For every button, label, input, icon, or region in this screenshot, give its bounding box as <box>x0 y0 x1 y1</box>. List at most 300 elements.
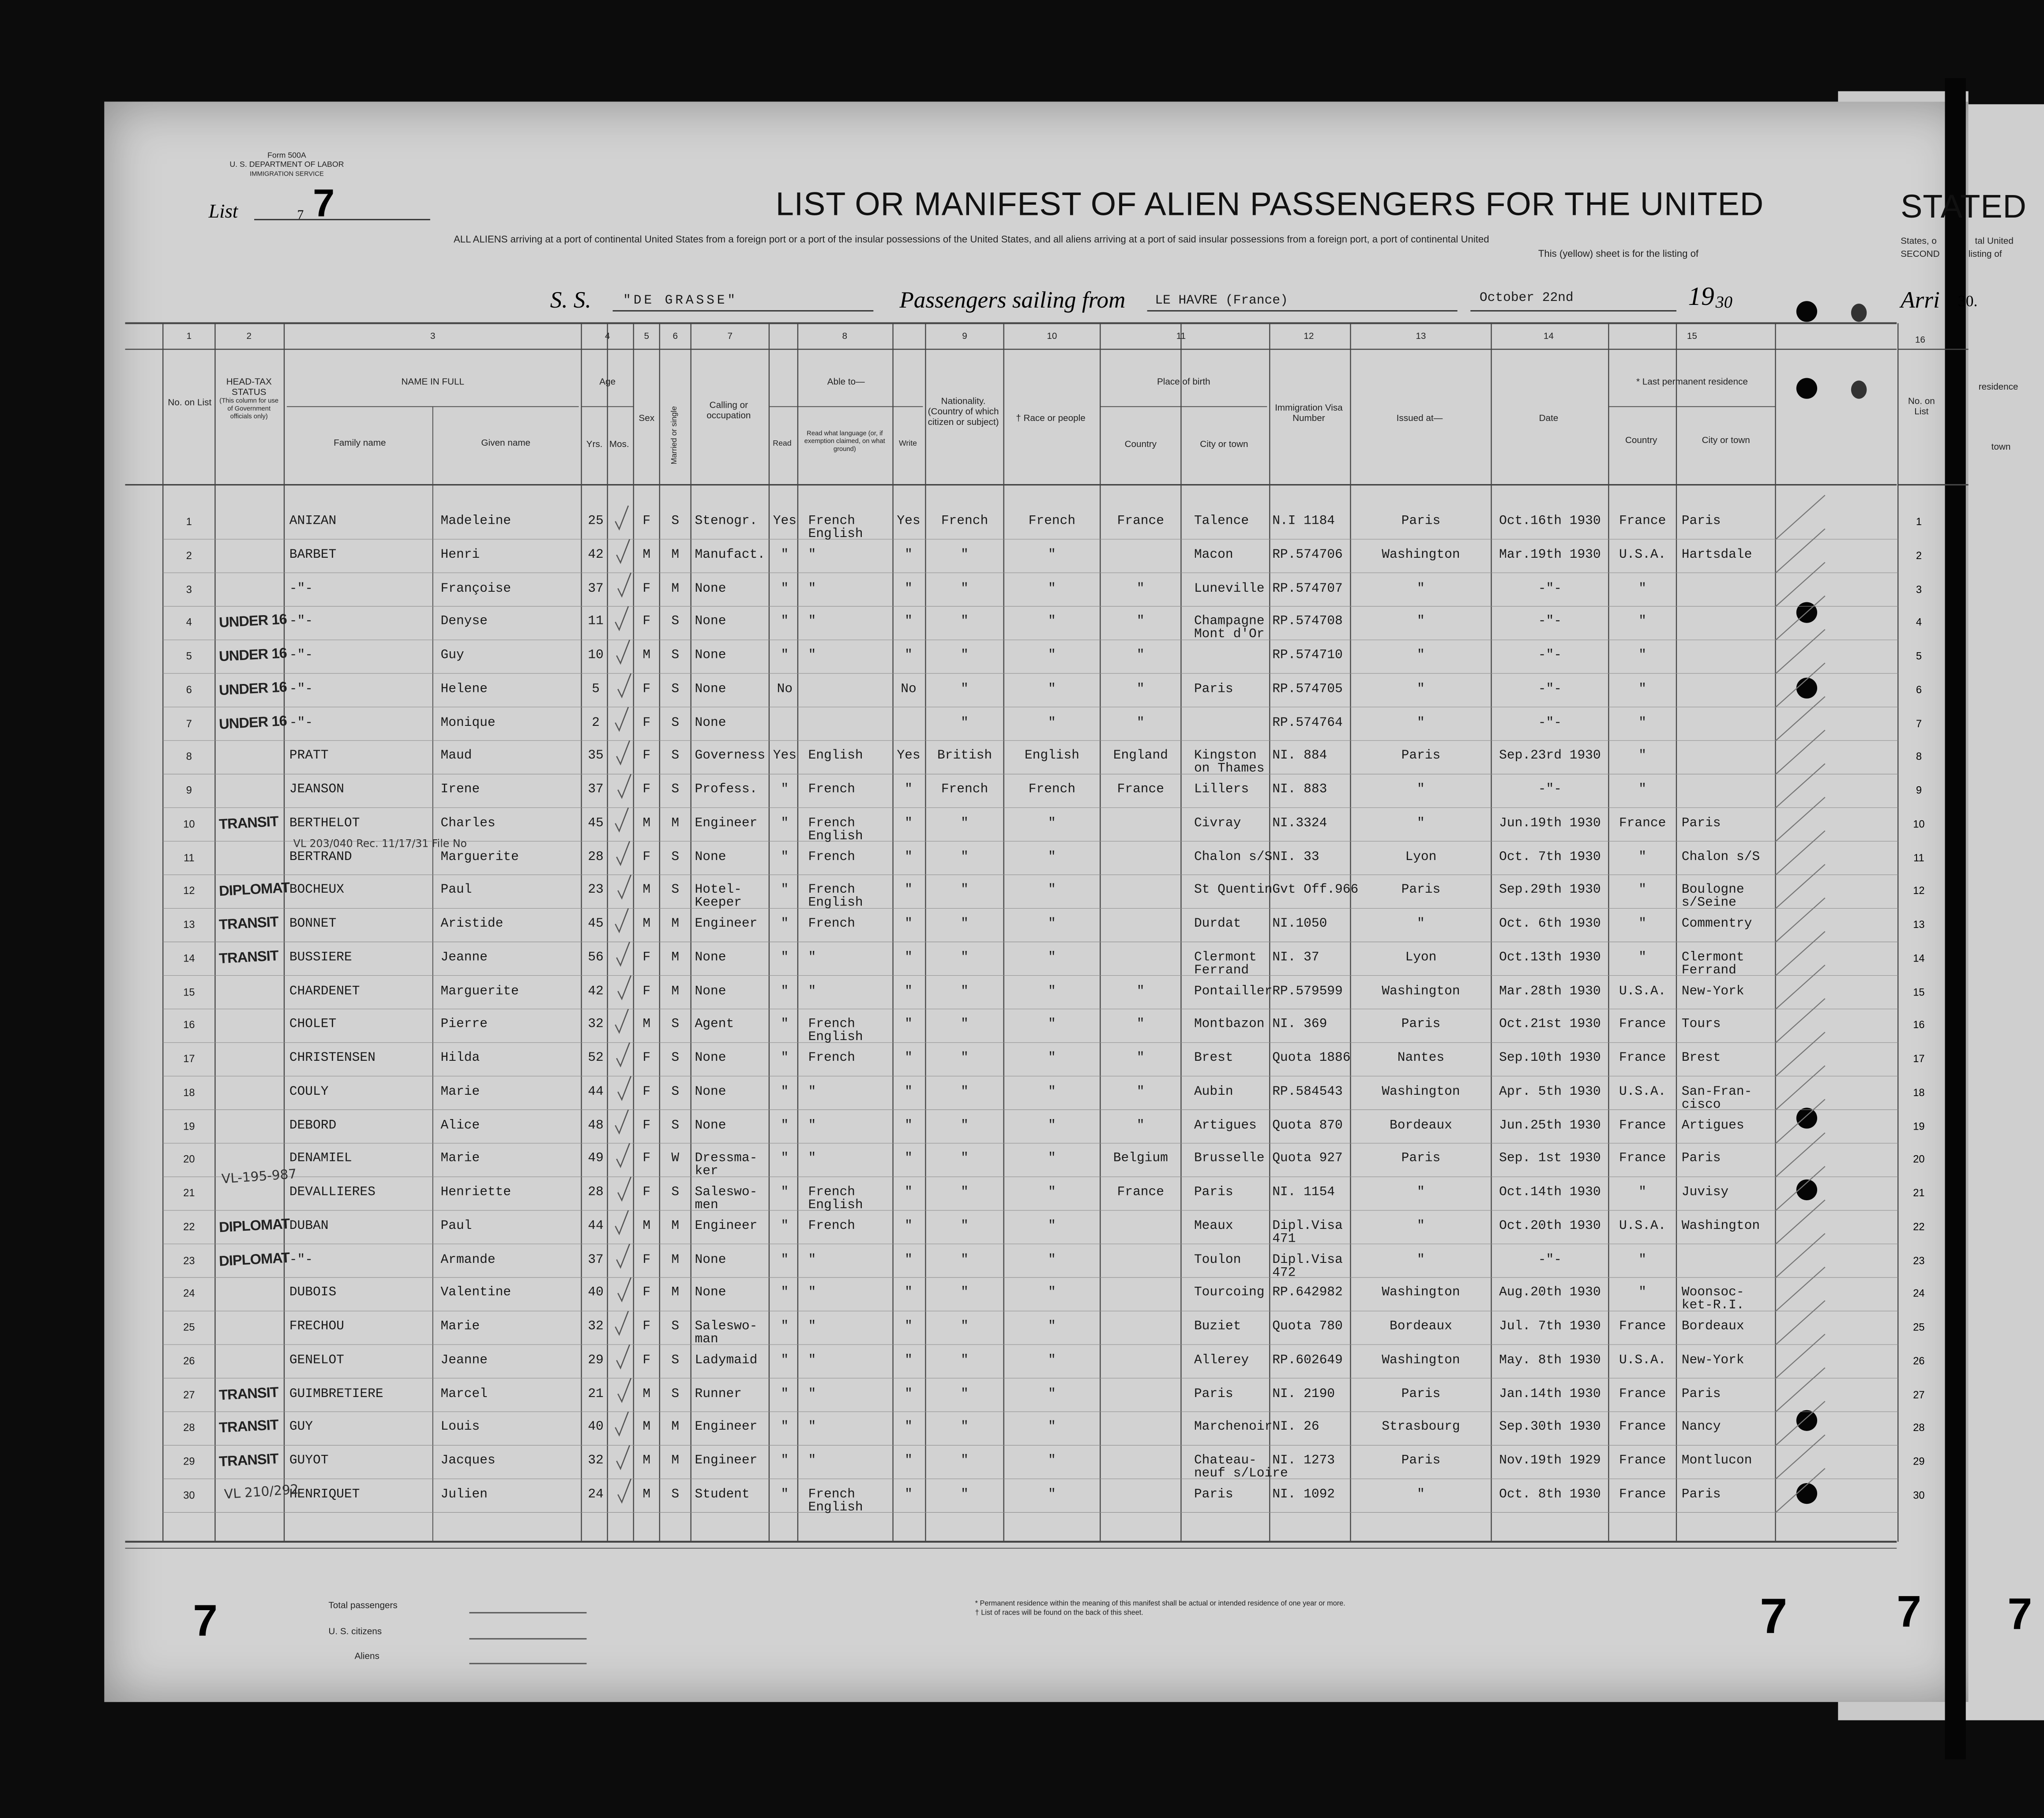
family-name: BUSSIERE <box>289 951 352 965</box>
given-name: Jeanne <box>440 1353 488 1368</box>
residence-city: Washington <box>1681 1219 1760 1234</box>
occupation: Governess <box>695 749 766 764</box>
occupation: Dressma- ker <box>695 1152 758 1180</box>
sex: M <box>643 1387 651 1402</box>
issued-at: " <box>1417 1186 1425 1201</box>
visa-date: Jun.25th 1930 <box>1499 1119 1601 1133</box>
issued-at: Bordeaux <box>1390 1119 1452 1133</box>
sex: F <box>643 582 651 597</box>
race: " <box>1048 716 1056 731</box>
row-number: 22 <box>183 1221 195 1233</box>
head-tax-stamp: DIPLOMAT <box>218 1250 290 1270</box>
read-language: " <box>808 615 816 630</box>
column-number: 6 <box>673 332 678 342</box>
can-write: " <box>905 1387 913 1402</box>
visa-number: NI. 369 <box>1272 1018 1327 1033</box>
read-language: " <box>808 1286 816 1301</box>
residence-city: Woonsoc- ket-R.I. <box>1681 1286 1744 1314</box>
hdr-race: † Race or people <box>1016 414 1086 424</box>
occupation: Engineer <box>695 917 758 932</box>
right-row-number: 23 <box>1913 1254 1925 1266</box>
residence-country: U.S.A. <box>1619 1353 1666 1368</box>
arriving-year: 30. <box>1958 292 1978 310</box>
hdr-yrs: Yrs. <box>586 440 603 450</box>
family-name: GUYOT <box>289 1454 329 1469</box>
cross-mark <box>1775 864 1825 909</box>
can-read: Yes <box>773 749 797 764</box>
check-mark <box>615 1210 628 1234</box>
hdr-read: Read <box>773 440 792 448</box>
visa-number: RP.642982 <box>1272 1286 1343 1301</box>
column-number: 1 <box>186 332 192 342</box>
row-number: 3 <box>186 583 192 595</box>
row-number: 2 <box>186 549 192 562</box>
sex: F <box>643 1052 651 1066</box>
cross-mark <box>1775 529 1825 573</box>
birth-country: " <box>1136 984 1145 999</box>
can-read: " <box>781 850 789 865</box>
hdr-calling: Calling or occupation <box>706 401 751 421</box>
can-read: " <box>781 1488 789 1502</box>
visa-number: Gvt Off.966 <box>1272 884 1359 898</box>
read-language: English <box>808 749 863 764</box>
can-read: " <box>781 1219 789 1234</box>
hdr-mos: Mos. <box>609 440 629 450</box>
issued-at: Paris <box>1401 515 1441 530</box>
race: " <box>1048 1018 1056 1033</box>
occupation: Saleswo- man <box>695 1320 758 1348</box>
hdr-given-name: Given name <box>481 439 530 448</box>
occupation: Manufact. <box>695 548 766 563</box>
age-years: 44 <box>588 1219 604 1234</box>
read-language: " <box>808 951 816 965</box>
can-read: " <box>781 1420 789 1435</box>
family-name: HENRIQUET <box>289 1488 360 1502</box>
sex: F <box>643 716 651 731</box>
nationality: " <box>961 1119 969 1133</box>
family-name: BOCHEUX <box>289 884 344 898</box>
nationality: " <box>961 1320 969 1335</box>
marital-status: S <box>671 1052 680 1066</box>
column-number: 4 <box>605 332 610 342</box>
form-number: Form 500A <box>267 152 306 161</box>
right-row-number: 7 <box>1916 717 1922 729</box>
visa-date: Sep.23rd 1930 <box>1499 749 1601 764</box>
age-years: 25 <box>588 515 604 530</box>
row-number: 9 <box>186 784 192 796</box>
right-row-number: 13 <box>1913 919 1925 931</box>
marital-status: M <box>671 1286 680 1301</box>
right-row-number: 27 <box>1913 1388 1925 1401</box>
visa-number: RP.574705 <box>1272 682 1343 697</box>
list-label: List <box>208 202 238 223</box>
marital-status: S <box>671 682 680 697</box>
birth-country: England <box>1113 749 1168 764</box>
family-name: -"- <box>289 582 313 597</box>
occupation: None <box>695 716 726 731</box>
nationality: " <box>961 984 969 999</box>
can-write: " <box>905 1152 913 1167</box>
right-row-number: 14 <box>1913 952 1925 964</box>
issued-at: " <box>1417 1253 1425 1268</box>
residence-country: U.S.A. <box>1619 984 1666 999</box>
cross-mark <box>1775 596 1825 640</box>
hdr-no-on-list-right: No. on List <box>1908 397 1935 417</box>
residence-country: France <box>1619 1420 1666 1435</box>
column-number: 14 <box>1543 332 1554 342</box>
cross-mark <box>1775 764 1825 808</box>
right-row-number: 11 <box>1913 852 1924 864</box>
issued-at: Paris <box>1401 1152 1441 1167</box>
nationality: " <box>961 582 969 597</box>
occupation: None <box>695 1286 726 1301</box>
visa-number: Quota 927 <box>1272 1152 1343 1167</box>
year-suffix: 30 <box>1715 292 1732 312</box>
row-number: 25 <box>183 1321 195 1333</box>
right-row-number: 1 <box>1916 516 1922 528</box>
cross-mark <box>1775 1267 1825 1311</box>
age-years: 37 <box>588 1253 604 1268</box>
hdr-married: Married or single <box>671 406 680 465</box>
visa-date: Oct. 7th 1930 <box>1499 850 1601 865</box>
can-read: " <box>781 615 789 630</box>
race: " <box>1048 951 1056 965</box>
occupation: Student <box>695 1488 750 1502</box>
nationality: " <box>961 716 969 731</box>
hdr-col16: 16 <box>1915 336 1925 346</box>
marital-status: S <box>671 649 680 664</box>
issued-at: Lyon <box>1405 850 1437 865</box>
issued-at: Paris <box>1401 1018 1441 1033</box>
age-years: 40 <box>588 1286 604 1301</box>
check-mark <box>616 942 630 965</box>
hdr-right-residence: residence <box>1978 383 2018 392</box>
issued-at: Washington <box>1382 548 1460 563</box>
age-years: 48 <box>588 1119 604 1133</box>
issued-at: Paris <box>1401 749 1441 764</box>
visa-number: Dipl.Visa 471 <box>1272 1219 1343 1247</box>
marital-status: M <box>671 951 680 965</box>
age-years: 44 <box>588 1085 604 1100</box>
race: " <box>1048 615 1056 630</box>
check-mark <box>616 1244 630 1267</box>
birth-country: " <box>1136 1119 1145 1133</box>
right-row-number: 29 <box>1913 1455 1925 1468</box>
birth-city: Durdat <box>1194 917 1241 932</box>
year-prefix: 19 <box>1688 282 1714 312</box>
race: " <box>1048 1488 1056 1502</box>
occupation: None <box>695 850 726 865</box>
marital-status: W <box>671 1152 680 1167</box>
occupation: Engineer <box>695 817 758 831</box>
age-years: 28 <box>588 850 604 865</box>
visa-date: Jun.19th 1930 <box>1499 817 1601 831</box>
occupation: Runner <box>695 1387 742 1402</box>
form-dept: U. S. DEPARTMENT OF LABOR <box>229 162 344 169</box>
right-row-number: 30 <box>1913 1489 1925 1501</box>
read-language: French <box>808 783 855 798</box>
hdr-age: Age <box>599 378 616 387</box>
marital-status: M <box>671 1454 680 1469</box>
cross-mark <box>1775 1300 1825 1345</box>
residence-country: France <box>1619 1454 1666 1469</box>
list-number: 7 <box>312 182 335 225</box>
race: " <box>1048 1286 1056 1301</box>
sex: F <box>643 850 651 865</box>
visa-number: NI.1050 <box>1272 917 1327 932</box>
marital-status: M <box>671 582 680 597</box>
can-write: " <box>905 548 913 563</box>
birth-city: Talence <box>1194 515 1249 530</box>
occupation: Profess. <box>695 783 758 798</box>
visa-number: Quota 1886 <box>1272 1052 1351 1066</box>
age-years: 37 <box>588 582 604 597</box>
check-mark <box>618 875 631 898</box>
issued-at: " <box>1417 817 1425 831</box>
visa-date: -"- <box>1538 615 1562 630</box>
cross-mark <box>1775 1200 1825 1244</box>
nationality: " <box>961 649 969 664</box>
marital-status: S <box>671 783 680 798</box>
age-years: 5 <box>592 682 600 697</box>
birth-city: Chalon s/S <box>1194 850 1273 865</box>
marital-status: S <box>671 515 680 530</box>
can-write: No <box>901 682 917 697</box>
age-years: 24 <box>588 1488 604 1502</box>
column-number: 10 <box>1047 332 1057 342</box>
given-name: Jacques <box>440 1454 496 1469</box>
list-prefix: 7 <box>297 208 304 223</box>
given-name: Henriette <box>440 1186 511 1201</box>
hdr-able-to: Able to— <box>827 378 865 387</box>
race: " <box>1048 682 1056 697</box>
visa-date: Oct.13th 1930 <box>1499 951 1601 965</box>
marital-status: S <box>671 716 680 731</box>
row-number: 11 <box>184 852 195 864</box>
sex: F <box>643 1320 651 1335</box>
age-years: 45 <box>588 817 604 831</box>
column-number: 15 <box>1687 332 1697 342</box>
can-read: " <box>781 1186 789 1201</box>
birth-city: Paris <box>1194 1186 1233 1201</box>
marital-status: S <box>671 1488 680 1502</box>
row-number: 4 <box>186 616 192 629</box>
occupation: Saleswo- men <box>695 1186 758 1213</box>
column-number: 7 <box>727 332 733 342</box>
row-number: 30 <box>183 1489 195 1501</box>
residence-city: San-Fran- cisco <box>1681 1085 1752 1113</box>
check-mark <box>616 1143 630 1167</box>
right-sub-3: SECOND <box>1901 250 1940 259</box>
arriving-label: Arri <box>1901 286 1940 313</box>
right-row-number: 21 <box>1913 1187 1925 1199</box>
visa-date: Mar.28th 1930 <box>1499 984 1601 999</box>
can-read: " <box>781 1052 789 1066</box>
sex: M <box>643 1219 651 1234</box>
can-write: Yes <box>897 515 921 530</box>
check-mark <box>618 774 631 797</box>
family-name: FRECHOU <box>289 1320 344 1335</box>
birth-city: Chateau- neuf s/Loire <box>1194 1454 1288 1482</box>
footer-total: Total passengers <box>328 1601 398 1611</box>
row10-annotation: VL 203/040 Rec. 11/17/31 File No <box>293 838 467 850</box>
age-years: 56 <box>588 951 604 965</box>
sex: F <box>643 1253 651 1268</box>
row-number: 20 <box>183 1153 195 1166</box>
occupation: None <box>695 649 726 664</box>
check-mark <box>618 673 631 697</box>
marital-status: M <box>671 817 680 831</box>
column-number: 2 <box>246 332 252 342</box>
family-name: -"- <box>289 649 313 664</box>
residence-city: Boulogne s/Seine <box>1681 884 1744 912</box>
can-read: Yes <box>773 515 797 530</box>
footer-note-races: † List of races will be found on the back of this sheet. <box>975 1609 1143 1618</box>
footer-note-residence: * Permanent residence within the meaning of this manifest shall be actual or intended residence of one year or more. <box>975 1600 1345 1608</box>
ss-label: S. S. <box>550 286 591 313</box>
visa-number: NI. 883 <box>1272 783 1327 798</box>
family-name: -"- <box>289 1253 313 1268</box>
right-row-number: 3 <box>1916 583 1922 595</box>
visa-number: NI. 2190 <box>1272 1387 1335 1402</box>
family-name: BERTRAND <box>289 850 352 865</box>
age-years: 42 <box>588 548 604 563</box>
hdr-res-city: City or town <box>1702 436 1750 446</box>
residence-country: France <box>1619 1387 1666 1402</box>
residence-country: France <box>1619 515 1666 530</box>
can-write: " <box>905 1186 913 1201</box>
sex: F <box>643 783 651 798</box>
check-mark <box>618 1479 631 1502</box>
residence-city: Bordeaux <box>1681 1320 1744 1335</box>
residence-city: Paris <box>1681 1152 1721 1167</box>
read-language: " <box>808 1387 816 1402</box>
race: " <box>1048 1085 1056 1100</box>
read-language: French English <box>808 817 863 845</box>
residence-city: Hartsdale <box>1681 548 1752 563</box>
can-read: " <box>781 1253 789 1268</box>
hdr-place-of-birth: Place of birth <box>1157 378 1210 387</box>
issued-at: Paris <box>1401 884 1441 898</box>
hdr-right-town: town <box>1991 443 2011 452</box>
visa-number: Quota 870 <box>1272 1119 1343 1133</box>
given-name: Marie <box>440 1152 480 1167</box>
sex: M <box>643 548 651 563</box>
can-write: " <box>905 615 913 630</box>
row30-annotation: VL 210/292 <box>224 1483 299 1503</box>
marital-status: S <box>671 1085 680 1100</box>
residence-country: U.S.A. <box>1619 1085 1666 1100</box>
head-tax-stamp: DIPLOMAT <box>218 1216 290 1236</box>
right-row-number: 12 <box>1913 885 1925 897</box>
age-years: 2 <box>592 716 600 731</box>
given-name: Hilda <box>440 1052 480 1066</box>
race: " <box>1048 984 1056 999</box>
can-read: " <box>781 1119 789 1133</box>
residence-country: France <box>1619 1119 1666 1133</box>
family-name: GUIMBRETIERE <box>289 1387 383 1402</box>
nationality: " <box>961 548 969 563</box>
issued-at: Lyon <box>1405 951 1437 965</box>
row21-annotation: VL-195-987 <box>221 1168 297 1187</box>
visa-number: NI. 33 <box>1272 850 1319 865</box>
birth-country: " <box>1136 582 1145 597</box>
right-row-number: 16 <box>1913 1019 1925 1031</box>
row-number: 10 <box>183 818 195 830</box>
nationality: " <box>961 1152 969 1167</box>
read-language: " <box>808 649 816 664</box>
given-name: Denyse <box>440 615 488 630</box>
marital-status: S <box>671 1018 680 1033</box>
age-years: 52 <box>588 1052 604 1066</box>
race: " <box>1048 1219 1056 1234</box>
occupation: None <box>695 582 726 597</box>
given-name: Armande <box>440 1253 496 1268</box>
can-write: " <box>905 1286 913 1301</box>
birth-city: Brest <box>1194 1052 1233 1066</box>
birth-city: Champagne Mont d'Or <box>1194 615 1265 643</box>
row-number: 18 <box>183 1086 195 1098</box>
marital-status: S <box>671 749 680 764</box>
can-read: " <box>781 1454 789 1469</box>
read-language: " <box>808 1253 816 1268</box>
residence-city: Montlucon <box>1681 1454 1752 1469</box>
cross-mark <box>1775 1469 1825 1513</box>
family-name: DUBOIS <box>289 1286 337 1301</box>
issued-at: " <box>1417 917 1425 932</box>
race: " <box>1048 1253 1056 1268</box>
residence-country: " <box>1638 1186 1647 1201</box>
visa-date: Oct.21st 1930 <box>1499 1018 1601 1033</box>
manifest-title: LIST OR MANIFEST OF ALIEN PASSENGERS FOR THE UNITED <box>775 186 1764 223</box>
can-write: Yes <box>897 749 921 764</box>
birth-country: Belgium <box>1113 1152 1168 1167</box>
residence-city: Paris <box>1681 1488 1721 1502</box>
race: " <box>1048 1119 1056 1133</box>
read-language: French <box>808 1219 855 1234</box>
visa-date: Nov.19th 1929 <box>1499 1454 1601 1469</box>
row-number: 26 <box>183 1355 195 1367</box>
can-read: " <box>781 817 789 831</box>
age-years: 45 <box>588 917 604 932</box>
row-number: 17 <box>183 1053 195 1065</box>
nationality: " <box>961 1253 969 1268</box>
issued-at: " <box>1417 582 1425 597</box>
given-name: Pierre <box>440 1018 488 1033</box>
issued-at: " <box>1417 783 1425 798</box>
can-read: " <box>781 649 789 664</box>
row-number: 24 <box>183 1288 195 1300</box>
visa-number: RP.574708 <box>1272 615 1343 630</box>
residence-country: U.S.A. <box>1619 1219 1666 1234</box>
can-write: " <box>905 1119 913 1133</box>
sex: F <box>643 951 651 965</box>
marital-status: S <box>671 1186 680 1201</box>
hdr-head-tax: HEAD-TAX STATUS <box>226 378 272 398</box>
visa-date: Mar.19th 1930 <box>1499 548 1601 563</box>
cross-mark <box>1775 562 1825 606</box>
residence-country: " <box>1638 1286 1647 1301</box>
sex: F <box>643 1286 651 1301</box>
can-read: No <box>777 682 793 697</box>
can-read: " <box>781 917 789 932</box>
head-tax-stamp: TRANSIT <box>218 914 279 934</box>
row-number: 14 <box>183 952 195 964</box>
cross-mark <box>1775 730 1825 774</box>
race: " <box>1048 582 1056 597</box>
cross-mark <box>1775 965 1825 1009</box>
visa-date: -"- <box>1538 682 1562 697</box>
